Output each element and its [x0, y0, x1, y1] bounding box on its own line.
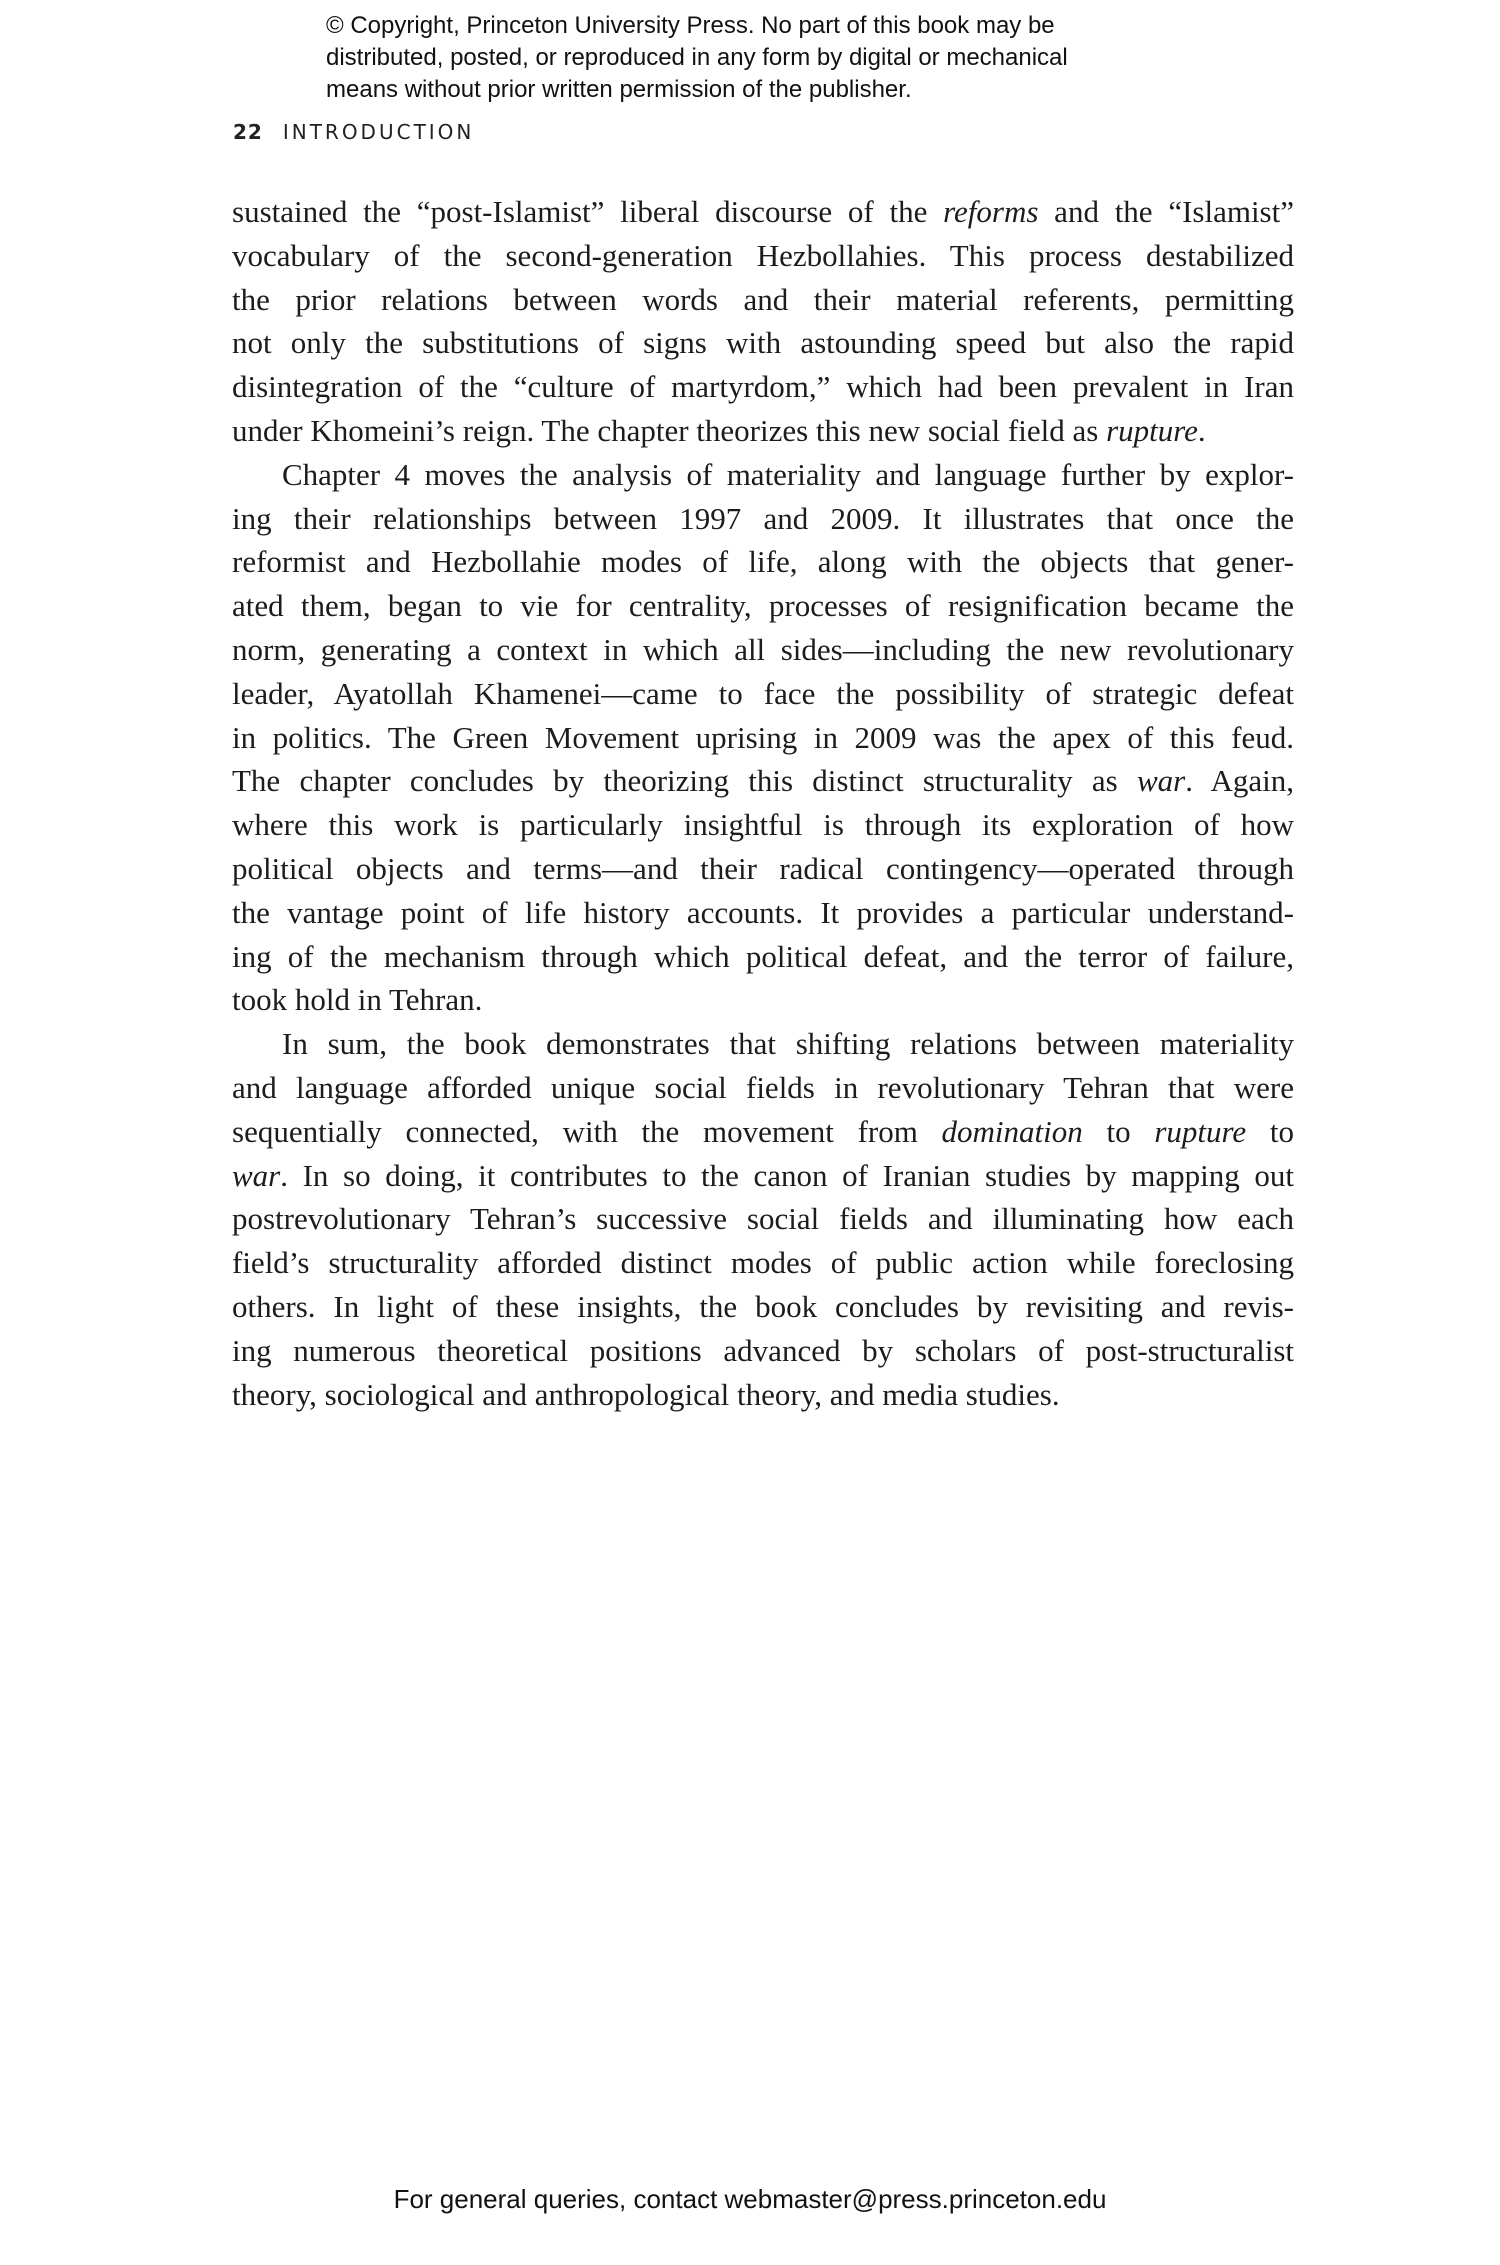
text-line: In sum, the book demonstrates that shifting relations between materiality [282, 1026, 1294, 1062]
text-line: where this work is particularly insightful is through its exploration of how [232, 807, 1294, 843]
paragraph [232, 453, 1294, 1022]
text-line: war. In so doing, it contributes to the canon of Iranian studies by mapping out [232, 1157, 1294, 1193]
text-line: not only the substitutions of signs with astounding speed but also the rapid [232, 325, 1294, 361]
page-number: 22 [233, 120, 263, 144]
running-head [233, 118, 474, 146]
section-title: INTRODUCTION [282, 120, 475, 144]
text-line: Chapter 4 moves the analysis of materiality and language further by explor- [282, 456, 1294, 492]
text-line: sequentially connected, with the movement from domination to rupture to [232, 1113, 1294, 1149]
text-line: postrevolutionary Tehran’s successive social fields and illuminating how each [232, 1201, 1294, 1237]
text-line: ing numerous theoretical positions advanced by scholars of post-structuralist [232, 1332, 1294, 1368]
text-line: The chapter concludes by theorizing this distinct structurality as war. Again, [232, 763, 1294, 799]
footer-contact: For general queries, contact webmaster@press.princeton.edu [393, 2184, 1107, 2214]
paragraph [232, 1022, 1294, 1416]
text-line: vocabulary of the second-generation Hezbollahies. This process destabilized [232, 237, 1294, 273]
text-line: reformist and Hezbollahie modes of life, along with the objects that gener- [232, 544, 1294, 580]
copyright-line: means without prior written permission of the publisher. [326, 76, 912, 103]
text-line: norm, generating a context in which all sides—including the new revolutionary [232, 631, 1294, 667]
text-line: ing their relationships between 1997 and 2009. It illustrates that once the [232, 500, 1294, 536]
text-line: the vantage point of life history accounts. It provides a particular understand- [232, 894, 1294, 930]
text-line: political objects and terms—and their radical contingency—operated through [232, 850, 1294, 886]
text-line: ing of the mechanism through which political defeat, and the terror of failure, [232, 938, 1294, 974]
text-line: in politics. The Green Movement uprising in 2009 was the apex of this feud. [232, 719, 1294, 755]
body-text [232, 190, 1294, 1416]
text-line: ated them, began to vie for centrality, processes of resignification became the [232, 588, 1294, 624]
text-line: under Khomeini’s reign. The chapter theorizes this new social field as rupture. [232, 412, 1206, 448]
text-line: leader, Ayatollah Khamenei—came to face the possibility of strategic defeat [232, 675, 1294, 711]
copyright-line: distributed, posted, or reproduced in any form by digital or mechanical [326, 44, 1068, 71]
paragraph [232, 190, 1294, 453]
text-line: sustained the “post-Islamist” liberal discourse of the reforms and the “Islamist” [232, 194, 1294, 229]
text-line: and language afforded unique social fields in revolutionary Tehran that were [232, 1069, 1294, 1105]
text-line: took hold in Tehran. [232, 982, 483, 1018]
text-line: disintegration of the “culture of martyrdom,” which had been prevalent in Iran [232, 369, 1294, 405]
copyright-notice [326, 10, 1186, 106]
text-line: field’s structurality afforded distinct modes of public action while foreclosing [232, 1245, 1294, 1281]
text-line: the prior relations between words and their material referents, permitting [232, 281, 1294, 317]
text-line: theory, sociological and anthropological theory, and media studies. [232, 1376, 1060, 1412]
copyright-line: © Copyright, Princeton University Press. No part of this book may be [326, 12, 1055, 39]
text-line: others. In light of these insights, the book concludes by revisiting and revis- [232, 1288, 1294, 1324]
